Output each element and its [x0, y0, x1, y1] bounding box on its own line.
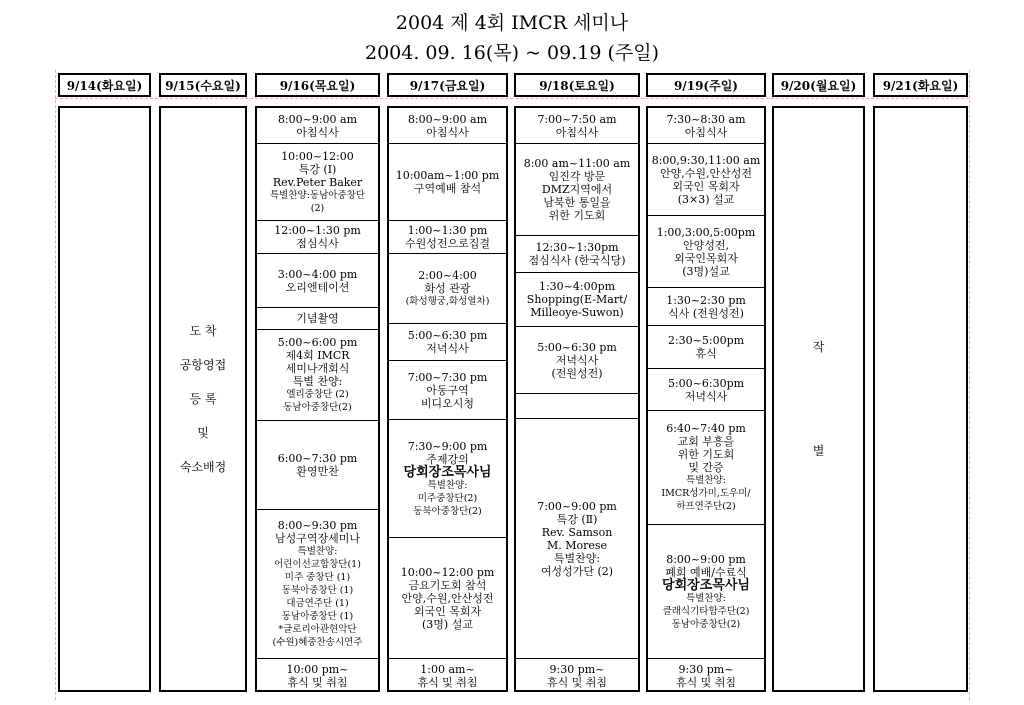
schedule-cell	[389, 361, 506, 420]
schedule-line: 수원성전으로집결	[404, 237, 490, 250]
schedule-cell	[257, 659, 378, 692]
schedule-line: 10:00 pm~	[286, 662, 349, 676]
schedule-line: 특강 (Ⅰ)	[298, 162, 337, 176]
schedule-line: 기념촬영	[296, 312, 339, 325]
header-9-17: 9/17(금요일)	[387, 73, 508, 97]
schedule-cell	[516, 419, 638, 659]
schedule-line: 1:00,3:00,5:00pm	[656, 225, 756, 239]
schedule-line: 동북아중창단 (1)	[281, 585, 354, 596]
arrival-line-3: 등 록	[189, 392, 217, 406]
schedule-cell	[516, 236, 638, 273]
schedule-line: 안양,수원,안산성전	[401, 591, 494, 605]
schedule-line: 특별 찬양:	[292, 375, 343, 388]
page-margin-right	[969, 70, 970, 700]
schedule-line: 저녁식사	[555, 353, 599, 367]
schedule-line: 특별찬양:	[686, 592, 726, 604]
column-9-15	[159, 106, 247, 692]
schedule-line: 특별찬양:	[686, 475, 726, 486]
schedule-cell	[389, 108, 506, 144]
schedule-cell	[389, 144, 506, 221]
schedule-cell	[389, 538, 506, 659]
schedule-line: 아침식사	[426, 125, 469, 139]
schedule-cell	[389, 254, 506, 324]
schedule-line: 및 간증	[688, 461, 724, 474]
schedule-line: 1:00 am~	[420, 662, 475, 676]
schedule-cell	[648, 525, 764, 659]
schedule-line: 특별찬양:동남아중창단	[270, 189, 365, 201]
arrival-line-4: 및	[197, 426, 209, 440]
schedule-line: 화성 관광	[424, 282, 471, 295]
header-9-15: 9/15(수요일)	[159, 73, 247, 97]
schedule-line: 8:00~9:30 pm	[277, 519, 358, 532]
schedule-cell	[648, 108, 764, 144]
schedule-line: 외국인 목회자	[413, 604, 482, 618]
arrival-line-5: 숙소배정	[179, 460, 227, 474]
schedule-line: 8:00~9:00 am	[407, 112, 488, 126]
schedule-line: (3×3) 설교	[677, 192, 735, 206]
schedule-line: (전원성전)	[551, 366, 603, 380]
document-subtitle: 2004. 09. 16(목) ~ 09.19 (주일)	[364, 42, 659, 64]
schedule-line: 12:30~1:30pm	[535, 241, 619, 254]
schedule-line: 아침식사	[684, 125, 728, 139]
schedule-cell	[257, 221, 378, 254]
schedule-cell	[516, 394, 638, 419]
schedule-line: 6:00~7:30 pm	[277, 452, 358, 465]
schedule-cell	[389, 221, 506, 254]
schedule-cell	[648, 326, 764, 369]
schedule-line: 어린이선교합창단(1)	[274, 559, 361, 570]
schedule-line: 5:00~6:30pm	[667, 376, 745, 390]
schedule-line: 휴식 및 취침	[287, 675, 348, 689]
schedule-line: 5:00~6:30 pm	[407, 329, 488, 342]
schedule-line: 남성구역장세미나	[274, 532, 360, 545]
schedule-line: 저녁식사	[426, 342, 469, 355]
schedule-line: 위한 기도회	[677, 448, 735, 461]
schedule-line: 오리엔테이션	[285, 280, 350, 294]
schedule-cell	[257, 510, 378, 659]
schedule-line: 7:00~9:00 pm	[537, 499, 617, 513]
schedule-line: 아침식사	[296, 125, 339, 139]
schedule-line: 특별찬양:	[553, 551, 601, 565]
schedule-line: 금요기도회 참석	[408, 578, 487, 592]
schedule-line: 3:00~4:00 pm	[277, 267, 358, 281]
schedule-line: 12:00~1:30 pm	[274, 224, 361, 237]
schedule-cell	[516, 327, 638, 394]
schedule-line: 식사 (전원성전)	[668, 306, 744, 320]
schedule-line: 1:00~1:30 pm	[407, 224, 488, 237]
schedule-line: 교회 부흥을	[677, 435, 735, 448]
schedule-line: 특별찬양:	[297, 546, 338, 557]
header-9-20: 9/20(월요일)	[772, 73, 865, 97]
schedule-line: (3명)설교	[682, 264, 730, 278]
schedule-line: 점심식사	[296, 237, 339, 250]
schedule-line: 저녁식사	[684, 389, 728, 403]
schedule-line: 8:00~9:00 pm	[666, 552, 746, 566]
schedule-line: 비디오시청	[420, 396, 475, 410]
schedule-line: 10:00~12:00	[281, 149, 354, 163]
schedule-line: 구역예배 참석	[413, 182, 482, 195]
schedule-line: 휴식	[695, 347, 717, 360]
schedule-line: 폐회 예배/수료식	[665, 565, 747, 579]
column-9-16	[255, 106, 380, 692]
schedule-line: 대금연주단 (1)	[286, 598, 349, 609]
schedule-cell	[257, 254, 378, 308]
schedule-line: 6:40~7:40 pm	[666, 422, 746, 435]
schedule-cell	[257, 421, 378, 510]
schedule-line: 하프연주단(2)	[676, 501, 736, 512]
column-9-17	[387, 106, 508, 692]
schedule-line: 8:00 am~11:00 am	[523, 157, 631, 170]
page-margin-left	[55, 70, 56, 700]
document-title: 2004 제 4회 IMCR 세미나	[395, 12, 629, 34]
column-9-14	[58, 106, 151, 692]
header-9-21: 9/21(화요일)	[873, 73, 968, 97]
schedule-line: *글로리아관현악단	[278, 624, 357, 635]
schedule-line: 안양성전,	[682, 238, 729, 252]
schedule-line: 제4회 IMCR	[285, 349, 350, 362]
schedule-line: M. Morese	[546, 538, 608, 552]
farewell-line-1: 작	[812, 340, 825, 354]
schedule-line: 동남아중창단(2)	[671, 618, 741, 630]
schedule-line: 여성성가단 (2)	[540, 564, 614, 578]
schedule-line: 5:00~6:00 pm	[277, 336, 358, 349]
schedule-line: (화성행궁,화성열차)	[405, 296, 490, 307]
schedule-line: 9:30 pm~	[549, 662, 605, 676]
schedule-cell	[648, 216, 764, 288]
schedule-line: 임진각 방문	[548, 170, 606, 183]
schedule-line: Shopping(E-Mart/	[526, 293, 628, 306]
schedule-line: 2:00~4:00	[418, 269, 477, 282]
schedule-line: Rev.Peter Baker	[272, 175, 363, 189]
schedule-line: 아침식사	[555, 125, 599, 139]
schedule-cell	[389, 324, 506, 361]
schedule-line: 미주중창단(2)	[417, 492, 478, 504]
schedule-cell	[516, 659, 638, 692]
schedule-line: 주제강의	[426, 452, 469, 466]
schedule-line: IMCR성가미,도우미/	[661, 488, 751, 499]
header-9-19: 9/19(주일)	[646, 73, 766, 97]
schedule-cell	[516, 273, 638, 327]
schedule-line: 위한 기도회	[548, 209, 606, 222]
schedule-line: 5:00~6:30 pm	[537, 340, 617, 354]
schedule-line: 외국인목회자	[674, 251, 738, 265]
schedule-line: Rev. Samson	[541, 525, 613, 539]
schedule-line: 7:00~7:30 pm	[407, 370, 488, 384]
schedule-line: Milleoye-Suwon)	[530, 306, 624, 319]
schedule-line: 환영만찬	[296, 465, 339, 478]
schedule-line: 세미나개회식	[285, 362, 350, 375]
schedule-line: 남북한 통일을	[543, 196, 611, 209]
schedule-cell	[516, 144, 638, 236]
schedule-line: (2)	[310, 202, 325, 214]
header-9-14: 9/14(화요일)	[58, 73, 151, 97]
schedule-line: 특별찬양:	[427, 479, 468, 491]
schedule-line: 7:30~8:30 am	[666, 112, 746, 126]
schedule-line: 아동구역	[426, 383, 469, 397]
schedule-cell	[257, 108, 378, 144]
schedule-cell	[516, 108, 638, 144]
schedule-cell	[389, 420, 506, 538]
schedule-line: (수원)혜중찬송시연주	[272, 637, 363, 648]
schedule-line: 동남아중창단(2)	[283, 402, 352, 413]
schedule-line: 당회장조목사님	[662, 577, 750, 593]
schedule-line: 동남아중창단 (1)	[281, 611, 354, 622]
schedule-cell	[648, 144, 764, 216]
schedule-line: 엘리중창단 (2)	[286, 389, 349, 400]
farewell-line-2: 별	[812, 444, 825, 458]
arrival-line-2: 공항영접	[179, 358, 227, 372]
schedule-line: 1:30~4:00pm	[538, 280, 616, 293]
header-guide-line	[55, 98, 969, 99]
schedule-line: 특강 (Ⅱ)	[556, 512, 598, 526]
schedule-line: 안양,수원,안산성전	[659, 166, 752, 180]
schedule-cell	[257, 330, 378, 421]
schedule-cell	[648, 288, 764, 326]
schedule-cell	[257, 144, 378, 221]
schedule-line: 클래식기타합주단(2)	[662, 605, 750, 617]
schedule-line: DMZ지역에서	[541, 183, 613, 196]
schedule-line: 1:30~2:30 pm	[666, 293, 746, 307]
column-9-20	[772, 106, 865, 692]
schedule-line: 휴식 및 취침	[675, 675, 737, 689]
schedule-line: 휴식 및 취침	[417, 675, 478, 689]
header-9-16: 9/16(목요일)	[255, 73, 380, 97]
schedule-line: 당회장조목사님	[403, 464, 492, 480]
schedule-line: 외국인 목회자	[672, 179, 740, 193]
arrival-line-1: 도 착	[189, 324, 217, 338]
schedule-line: 7:00~7:50 am	[537, 112, 617, 126]
schedule-line: 9:30 pm~	[678, 662, 734, 676]
schedule-line: 2:30~5:00pm	[667, 334, 745, 347]
schedule-line: 동북아중창단(2)	[413, 505, 482, 517]
schedule-line: 7:30~9:00 pm	[407, 439, 488, 453]
schedule-line: 미주 중창단 (1)	[284, 572, 351, 583]
schedule-line: 8:00~9:00 am	[277, 112, 358, 126]
schedule-cell	[648, 659, 764, 692]
column-9-18	[514, 106, 640, 692]
schedule-line: 8:00,9:30,11:00 am	[651, 153, 761, 167]
schedule-line: (3명) 설교	[422, 617, 473, 631]
schedule-cell	[648, 369, 764, 411]
schedule-line: 10:00am~1:00 pm	[395, 169, 500, 182]
header-9-18: 9/18(토요일)	[514, 73, 640, 97]
schedule-cell	[389, 659, 506, 692]
schedule-line: 10:00~12:00 pm	[400, 565, 495, 579]
schedule-line: 휴식 및 취침	[546, 675, 608, 689]
column-9-21	[873, 106, 968, 692]
schedule-line: 점심식사 (한국식당)	[528, 254, 626, 267]
schedule-cell	[648, 411, 764, 525]
schedule-cell	[257, 308, 378, 330]
column-9-19	[646, 106, 766, 692]
